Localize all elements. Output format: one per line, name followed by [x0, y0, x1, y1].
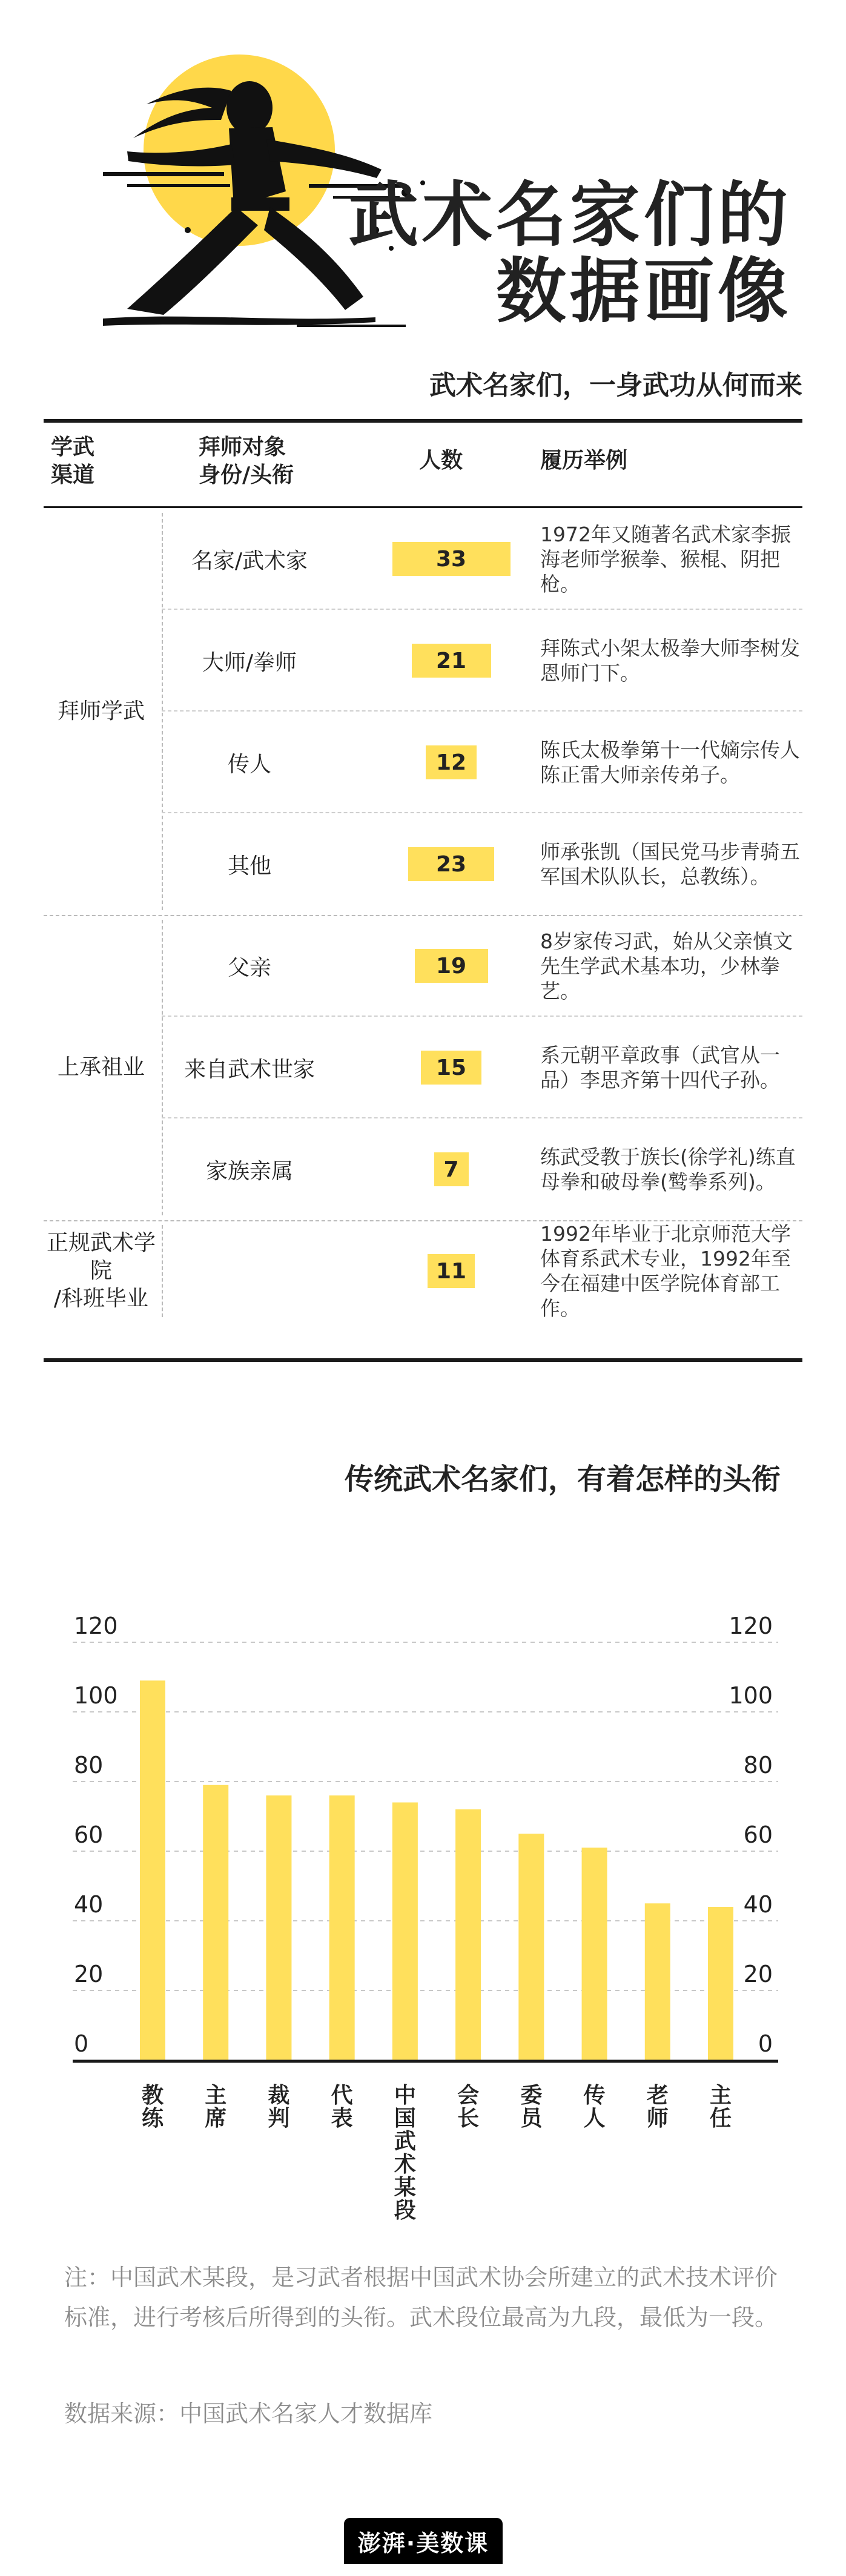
x-category-label: 中国武术某段 [394, 2083, 416, 2223]
page-title-line-1: 武术名家们的 [348, 174, 791, 256]
cell-count-bar: 33 [392, 542, 511, 576]
table-group [44, 915, 802, 1220]
group-label [44, 698, 159, 725]
cell-count-bar: 15 [421, 1051, 481, 1085]
y-tick-label-left: 20 [74, 1961, 104, 1987]
header-identity [199, 434, 294, 489]
header-channel-line-1: 学武 [51, 435, 95, 460]
table-row [162, 813, 802, 915]
table-row [162, 915, 802, 1017]
table-row [162, 508, 802, 610]
cell-example: 8岁家传习武，始从父亲慎文先生学武术基本功，少林拳艺。 [540, 929, 793, 1003]
cell-count-bar: 11 [428, 1254, 475, 1288]
cell-identity: 父亲 [227, 955, 271, 980]
chart-title: 传统武术名家们，有着怎样的头衔 [344, 1462, 781, 1496]
cell-identity: 大师/拳师 [202, 650, 297, 675]
wind-stroke [127, 184, 230, 187]
bar [645, 1903, 670, 2060]
head-shape [226, 81, 273, 134]
cell-identity: 其他 [227, 853, 271, 879]
belt-shape [231, 197, 289, 211]
y-tick-label-left: 120 [74, 1613, 118, 1639]
table-bottom-rule [44, 1358, 802, 1362]
y-tick-label-left: 100 [74, 1682, 118, 1709]
header-example: 履历举例 [540, 448, 628, 473]
table-row [162, 1017, 802, 1118]
header-count: 人数 [419, 448, 463, 473]
cell-example: 陈氏太极拳第十一代嫡宗传人陈正雷大师亲传弟子。 [540, 738, 800, 787]
table-group [44, 508, 802, 915]
page-title-line-2: 数据画像 [496, 251, 791, 332]
y-tick-label-right: 20 [743, 1961, 773, 1987]
table-row [162, 610, 802, 712]
x-category-label: 委员 [520, 2083, 543, 2131]
x-category-label: 主任 [709, 2083, 732, 2131]
cell-identity: 名家/武术家 [191, 548, 308, 573]
header-identity-line-1: 拜师对象 [199, 435, 286, 460]
cell-count-bar: 12 [426, 745, 477, 779]
x-category-label: 教练 [141, 2083, 164, 2131]
bar [140, 1680, 165, 2060]
bar [582, 1848, 607, 2060]
cell-identity: 家族亲属 [205, 1158, 293, 1184]
x-category-label: 代表 [331, 2083, 353, 2131]
cell-example: 系元朝平章政事（武官从一品）李思齐第十四代子孙。 [540, 1043, 780, 1092]
y-tick-label-left: 0 [74, 2030, 89, 2057]
y-tick-label-right: 100 [729, 1682, 773, 1709]
x-category-label: 老师 [646, 2083, 669, 2131]
bar [203, 1785, 228, 2060]
table-row [162, 1118, 802, 1220]
y-tick-label-right: 80 [743, 1752, 773, 1778]
table-row [162, 1220, 802, 1322]
cell-example: 师承张凯（国民党马步青骑五军国术队队长，总教练）。 [540, 840, 800, 888]
cell-identity [162, 1220, 337, 1322]
y-tick-label-right: 0 [758, 2030, 773, 2057]
y-tick-label-right: 60 [743, 1821, 773, 1848]
hero-section [0, 0, 846, 339]
cell-example: 练武受教于族长(徐学礼)练直母拳和破母拳(鹫拳系列)。 [540, 1145, 796, 1194]
ground-stroke [103, 317, 375, 326]
group-label [44, 1054, 159, 1082]
group-label-line: 上承祖业 [57, 1055, 145, 1080]
y-tick-label-right: 120 [729, 1613, 773, 1639]
data-source: 数据来源：中国武术名家人才数据库 [64, 2400, 433, 2427]
group-label-line: 拜师学武 [57, 699, 145, 724]
titles-bar-chart [0, 1526, 846, 2283]
cell-example: 1992年毕业于北京师范大学体育系武术专业，1992年至今在福建中医学院体育部工作。 [540, 1222, 791, 1320]
header-channel [51, 434, 94, 489]
ground-stroke [297, 325, 406, 327]
brand-logo: 澎湃·美数课 [344, 2518, 503, 2564]
table-group [44, 1220, 802, 1322]
bar [266, 1795, 291, 2060]
header-identity-line-2: 身份/头衔 [199, 463, 294, 487]
cell-example: 拜陈式小架太极拳大师李树发恩师门下。 [540, 636, 800, 685]
x-category-label: 会长 [457, 2083, 480, 2131]
header-channel-line-2: 渠道 [51, 463, 95, 487]
table-title: 武术名家们，一身武功从何而来 [429, 370, 802, 401]
cell-count-bar: 7 [434, 1152, 469, 1186]
cell-count-bar: 19 [415, 949, 488, 983]
y-tick-label-left: 80 [74, 1752, 104, 1778]
y-tick-label-left: 60 [74, 1821, 104, 1848]
bar [392, 1803, 418, 2061]
y-tick-label-left: 40 [74, 1891, 104, 1918]
table-top-rule [44, 419, 802, 423]
x-category-label: 裁判 [268, 2083, 290, 2131]
chart-note: 注：中国武术某段，是习武者根据中国武术协会所建立的武术技术评价标准，进行考核后所得到的头衔。武术段位最高为九段，最低为一段。 [64, 2264, 778, 2331]
cell-count-bar: 23 [408, 847, 494, 881]
bar [455, 1809, 481, 2060]
y-tick-label-right: 40 [743, 1891, 773, 1918]
ink-dot [185, 227, 191, 233]
table-row [162, 712, 802, 813]
cell-example: 1972年又随著名武术家李振海老师学猴拳、猴棍、阴把枪。 [540, 522, 791, 596]
bar [708, 1907, 733, 2060]
cell-identity: 来自武术世家 [183, 1057, 315, 1082]
x-category-label: 主席 [205, 2083, 227, 2131]
wind-stroke [103, 172, 224, 176]
cell-identity: 传人 [227, 751, 271, 777]
bar [329, 1795, 355, 2060]
bar [518, 1834, 544, 2060]
group-label-line: 正规武术学院 [46, 1230, 156, 1283]
group-label-line: /科班毕业 [53, 1286, 149, 1311]
group-label [44, 1229, 159, 1313]
cell-count-bar: 21 [412, 644, 491, 678]
x-category-label: 传人 [583, 2083, 606, 2131]
